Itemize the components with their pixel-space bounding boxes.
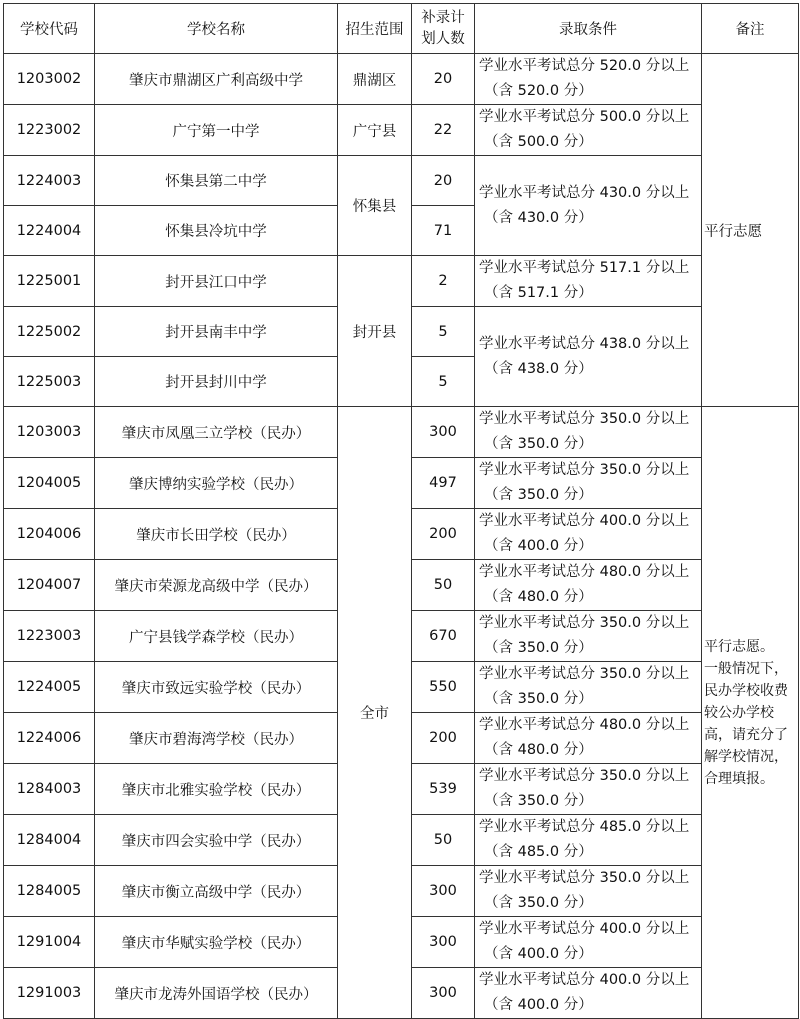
condition-cell (475, 509, 702, 560)
school-name: 封开县江口中学 (95, 256, 338, 307)
header-condition: 录取条件 (475, 4, 702, 54)
condition-line1: 学业水平考试总分 520.0 分以上 (479, 58, 690, 74)
table-row (4, 156, 799, 206)
condition-line2: （含 350.0 分） (484, 640, 593, 656)
school-name: 肇庆市致远实验学校（民办） (95, 662, 338, 713)
remark-private-line: 较公办学校 (704, 704, 774, 721)
condition-line2: （含 350.0 分） (484, 436, 593, 452)
header-name: 学校名称 (95, 4, 338, 54)
school-code: 1284004 (4, 815, 95, 866)
school-code: 1225003 (4, 357, 95, 407)
condition-cell (475, 713, 702, 764)
condition-line2: （含 400.0 分） (484, 538, 593, 554)
school-name: 肇庆市四会实验中学（民办） (95, 815, 338, 866)
condition-line2: （含 350.0 分） (484, 895, 593, 911)
condition-cell (475, 307, 702, 407)
remark-private-line: 平行志愿。 (704, 638, 774, 655)
scope-cell: 封开县 (338, 256, 412, 407)
condition-cell (475, 54, 702, 105)
condition-line1: 学业水平考试总分 350.0 分以上 (479, 768, 690, 784)
school-code: 1224006 (4, 713, 95, 764)
school-code: 1225001 (4, 256, 95, 307)
condition-cell (475, 256, 702, 307)
school-name: 广宁第一中学 (95, 105, 338, 156)
header-plan-line2: 划人数 (421, 30, 465, 47)
condition-line2: （含 485.0 分） (484, 844, 593, 860)
plan-count: 22 (412, 105, 475, 156)
supplementary-admission-table (3, 3, 799, 1019)
remark-private-line: 高，请充分了 (704, 726, 788, 743)
condition-line2: （含 350.0 分） (484, 691, 593, 707)
scope-cell: 广宁县 (338, 105, 412, 156)
plan-count: 20 (412, 54, 475, 105)
condition-line1: 学业水平考试总分 438.0 分以上 (479, 335, 690, 352)
school-code: 1224004 (4, 206, 95, 256)
school-code: 1204005 (4, 458, 95, 509)
condition-cell (475, 662, 702, 713)
condition-cell (475, 611, 702, 662)
plan-count: 20 (412, 156, 475, 206)
school-name: 肇庆市衡立高级中学（民办） (95, 866, 338, 917)
school-name: 肇庆博纳实验学校（民办） (95, 458, 338, 509)
school-code: 1204006 (4, 509, 95, 560)
school-name: 肇庆市长田学校（民办） (95, 509, 338, 560)
condition-line1: 学业水平考试总分 350.0 分以上 (479, 666, 690, 682)
school-name: 肇庆市荣源龙高级中学（民办） (95, 560, 338, 611)
plan-count: 300 (412, 407, 475, 458)
remark-private (702, 407, 799, 1019)
plan-count: 497 (412, 458, 475, 509)
header-plan (412, 4, 475, 54)
remark-private-line: 合理填报。 (704, 770, 774, 787)
table-row (4, 256, 799, 307)
remark-private-line: 解学校情况， (704, 748, 788, 765)
scope-cell: 怀集县 (338, 156, 412, 256)
school-name: 肇庆市碧海湾学校（民办） (95, 713, 338, 764)
school-code: 1224005 (4, 662, 95, 713)
school-code: 1284003 (4, 764, 95, 815)
scope-cell: 全市 (338, 407, 412, 1019)
plan-count: 550 (412, 662, 475, 713)
remark-private-line: 一般情况下， (704, 660, 788, 677)
condition-line2: （含 520.0 分） (484, 83, 593, 99)
plan-count: 670 (412, 611, 475, 662)
table-row (4, 54, 799, 105)
condition-cell (475, 560, 702, 611)
condition-line1: 学业水平考试总分 500.0 分以上 (479, 109, 690, 125)
condition-cell (475, 458, 702, 509)
plan-count: 300 (412, 866, 475, 917)
school-code: 1223003 (4, 611, 95, 662)
condition-line1: 学业水平考试总分 480.0 分以上 (479, 564, 690, 580)
condition-cell (475, 105, 702, 156)
plan-count: 50 (412, 560, 475, 611)
school-code: 1224003 (4, 156, 95, 206)
condition-line1: 学业水平考试总分 350.0 分以上 (479, 870, 690, 886)
condition-line2: （含 350.0 分） (484, 487, 593, 503)
condition-line2: （含 400.0 分） (484, 997, 593, 1013)
school-code: 1225002 (4, 307, 95, 357)
school-name: 肇庆市凤凰三立学校（民办） (95, 407, 338, 458)
condition-line1: 学业水平考试总分 400.0 分以上 (479, 513, 690, 529)
condition-line1: 学业水平考试总分 350.0 分以上 (479, 462, 690, 478)
remark-private-line: 民办学校收费 (704, 682, 788, 699)
condition-line2: （含 480.0 分） (484, 589, 593, 605)
condition-line1: 学业水平考试总分 430.0 分以上 (479, 184, 690, 201)
header-code: 学校代码 (4, 4, 95, 54)
plan-count: 300 (412, 917, 475, 968)
condition-line2: （含 517.1 分） (484, 285, 593, 301)
header-scope: 招生范围 (338, 4, 412, 54)
plan-count: 5 (412, 307, 475, 357)
condition-cell (475, 968, 702, 1019)
table-row (4, 105, 799, 156)
condition-line2: （含 438.0 分） (484, 360, 593, 377)
school-code: 1291003 (4, 968, 95, 1019)
school-name: 肇庆市龙涛外国语学校（民办） (95, 968, 338, 1019)
condition-cell (475, 156, 702, 256)
plan-count: 300 (412, 968, 475, 1019)
school-name: 封开县南丰中学 (95, 307, 338, 357)
school-name: 怀集县第二中学 (95, 156, 338, 206)
scope-cell: 鼎湖区 (338, 54, 412, 105)
plan-count: 200 (412, 509, 475, 560)
plan-count: 71 (412, 206, 475, 256)
school-name: 封开县封川中学 (95, 357, 338, 407)
condition-line2: （含 500.0 分） (484, 134, 593, 150)
condition-line1: 学业水平考试总分 350.0 分以上 (479, 615, 690, 631)
school-name: 肇庆市鼎湖区广利高级中学 (95, 54, 338, 105)
plan-count: 50 (412, 815, 475, 866)
condition-line2: （含 400.0 分） (484, 946, 593, 962)
table-row (4, 407, 799, 458)
header-plan-line1: 补录计 (421, 9, 465, 26)
condition-cell (475, 917, 702, 968)
condition-line2: （含 430.0 分） (484, 209, 593, 226)
school-code: 1291004 (4, 917, 95, 968)
school-code: 1203002 (4, 54, 95, 105)
condition-line1: 学业水平考试总分 350.0 分以上 (479, 411, 690, 427)
condition-cell (475, 764, 702, 815)
school-code: 1204007 (4, 560, 95, 611)
condition-cell (475, 815, 702, 866)
school-name: 肇庆市北雅实验学校（民办） (95, 764, 338, 815)
school-code: 1223002 (4, 105, 95, 156)
condition-cell (475, 866, 702, 917)
condition-cell (475, 407, 702, 458)
condition-line1: 学业水平考试总分 400.0 分以上 (479, 921, 690, 937)
school-name: 广宁县钱学森学校（民办） (95, 611, 338, 662)
remark-public: 平行志愿 (702, 54, 799, 407)
condition-line1: 学业水平考试总分 480.0 分以上 (479, 717, 690, 733)
condition-line2: （含 350.0 分） (484, 793, 593, 809)
condition-line2: （含 480.0 分） (484, 742, 593, 758)
plan-count: 539 (412, 764, 475, 815)
school-name: 怀集县冷坑中学 (95, 206, 338, 256)
header-row (4, 4, 799, 54)
plan-count: 5 (412, 357, 475, 407)
school-code: 1284005 (4, 866, 95, 917)
condition-line1: 学业水平考试总分 485.0 分以上 (479, 819, 690, 835)
header-remark: 备注 (702, 4, 799, 54)
plan-count: 200 (412, 713, 475, 764)
plan-count: 2 (412, 256, 475, 307)
school-code: 1203003 (4, 407, 95, 458)
condition-line1: 学业水平考试总分 517.1 分以上 (479, 260, 690, 276)
condition-line1: 学业水平考试总分 400.0 分以上 (479, 972, 690, 988)
school-name: 肇庆市华赋实验学校（民办） (95, 917, 338, 968)
